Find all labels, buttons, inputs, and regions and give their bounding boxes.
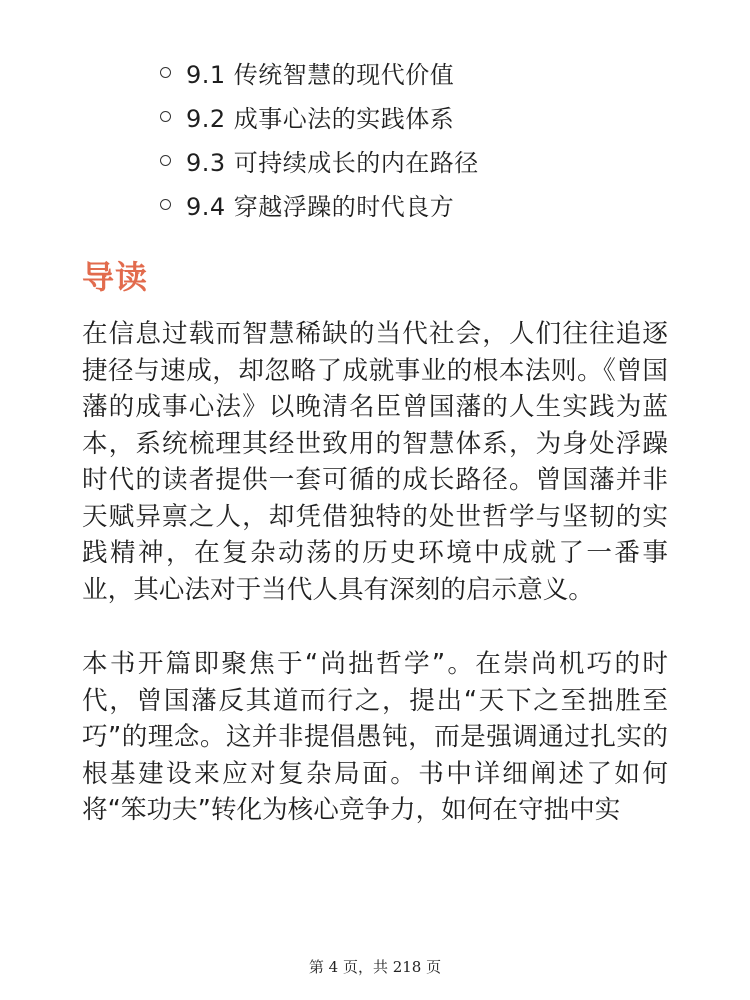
toc-item-label: 9.2 成事心法的实践体系 bbox=[186, 104, 455, 133]
body-paragraph: 在信息过载而智慧稀缺的当代社会，人们往往追逐捷径与速成，却忽略了成就事业的根本法则。《曾国藩的成事心法》以晚清名臣曾国藩的人生实践为蓝本，系统梳理其经世致用的智慧体系，为身处浮躁时代的读者提供一套可循的成长路径。曾国藩并非天赋异禀之人，却凭借独特的处世哲学与坚韧的实践精神，在复杂动荡的历史环境中成就了一番事业，其心法对于当代人具有深刻的启示意义。 bbox=[82, 319, 668, 605]
toc-item[interactable] bbox=[160, 94, 479, 138]
toc-item[interactable] bbox=[160, 182, 479, 226]
page-number-footer: 第 4 页，共 218 页 bbox=[308, 958, 442, 976]
toc-item-label: 9.1 传统智慧的现代价值 bbox=[186, 60, 455, 89]
toc-item-label: 9.3 可持续成长的内在路径 bbox=[186, 148, 479, 177]
hollow-circle-bullet-icon bbox=[160, 67, 171, 78]
body-paragraph: 本书开篇即聚焦于“尚拙哲学”。在崇尚机巧的时代，曾国藩反其道而行之，提出“天下之至拙胜至巧”的理念。这并非提倡愚钝，而是强调通过扎实的根基建设来应对复杂局面。书中详细阐述了如何将“笨功夫”转化为核心竞争力，如何在守拙中实 bbox=[82, 649, 668, 825]
toc-list bbox=[160, 50, 479, 226]
toc-item-label: 9.4 穿越浮躁的时代良方 bbox=[186, 192, 455, 221]
hollow-circle-bullet-icon bbox=[160, 199, 171, 210]
toc-item[interactable] bbox=[160, 50, 479, 94]
hollow-circle-bullet-icon bbox=[160, 111, 171, 122]
hollow-circle-bullet-icon bbox=[160, 155, 171, 166]
toc-item[interactable] bbox=[160, 138, 479, 182]
section-heading: 导读 bbox=[82, 258, 149, 296]
